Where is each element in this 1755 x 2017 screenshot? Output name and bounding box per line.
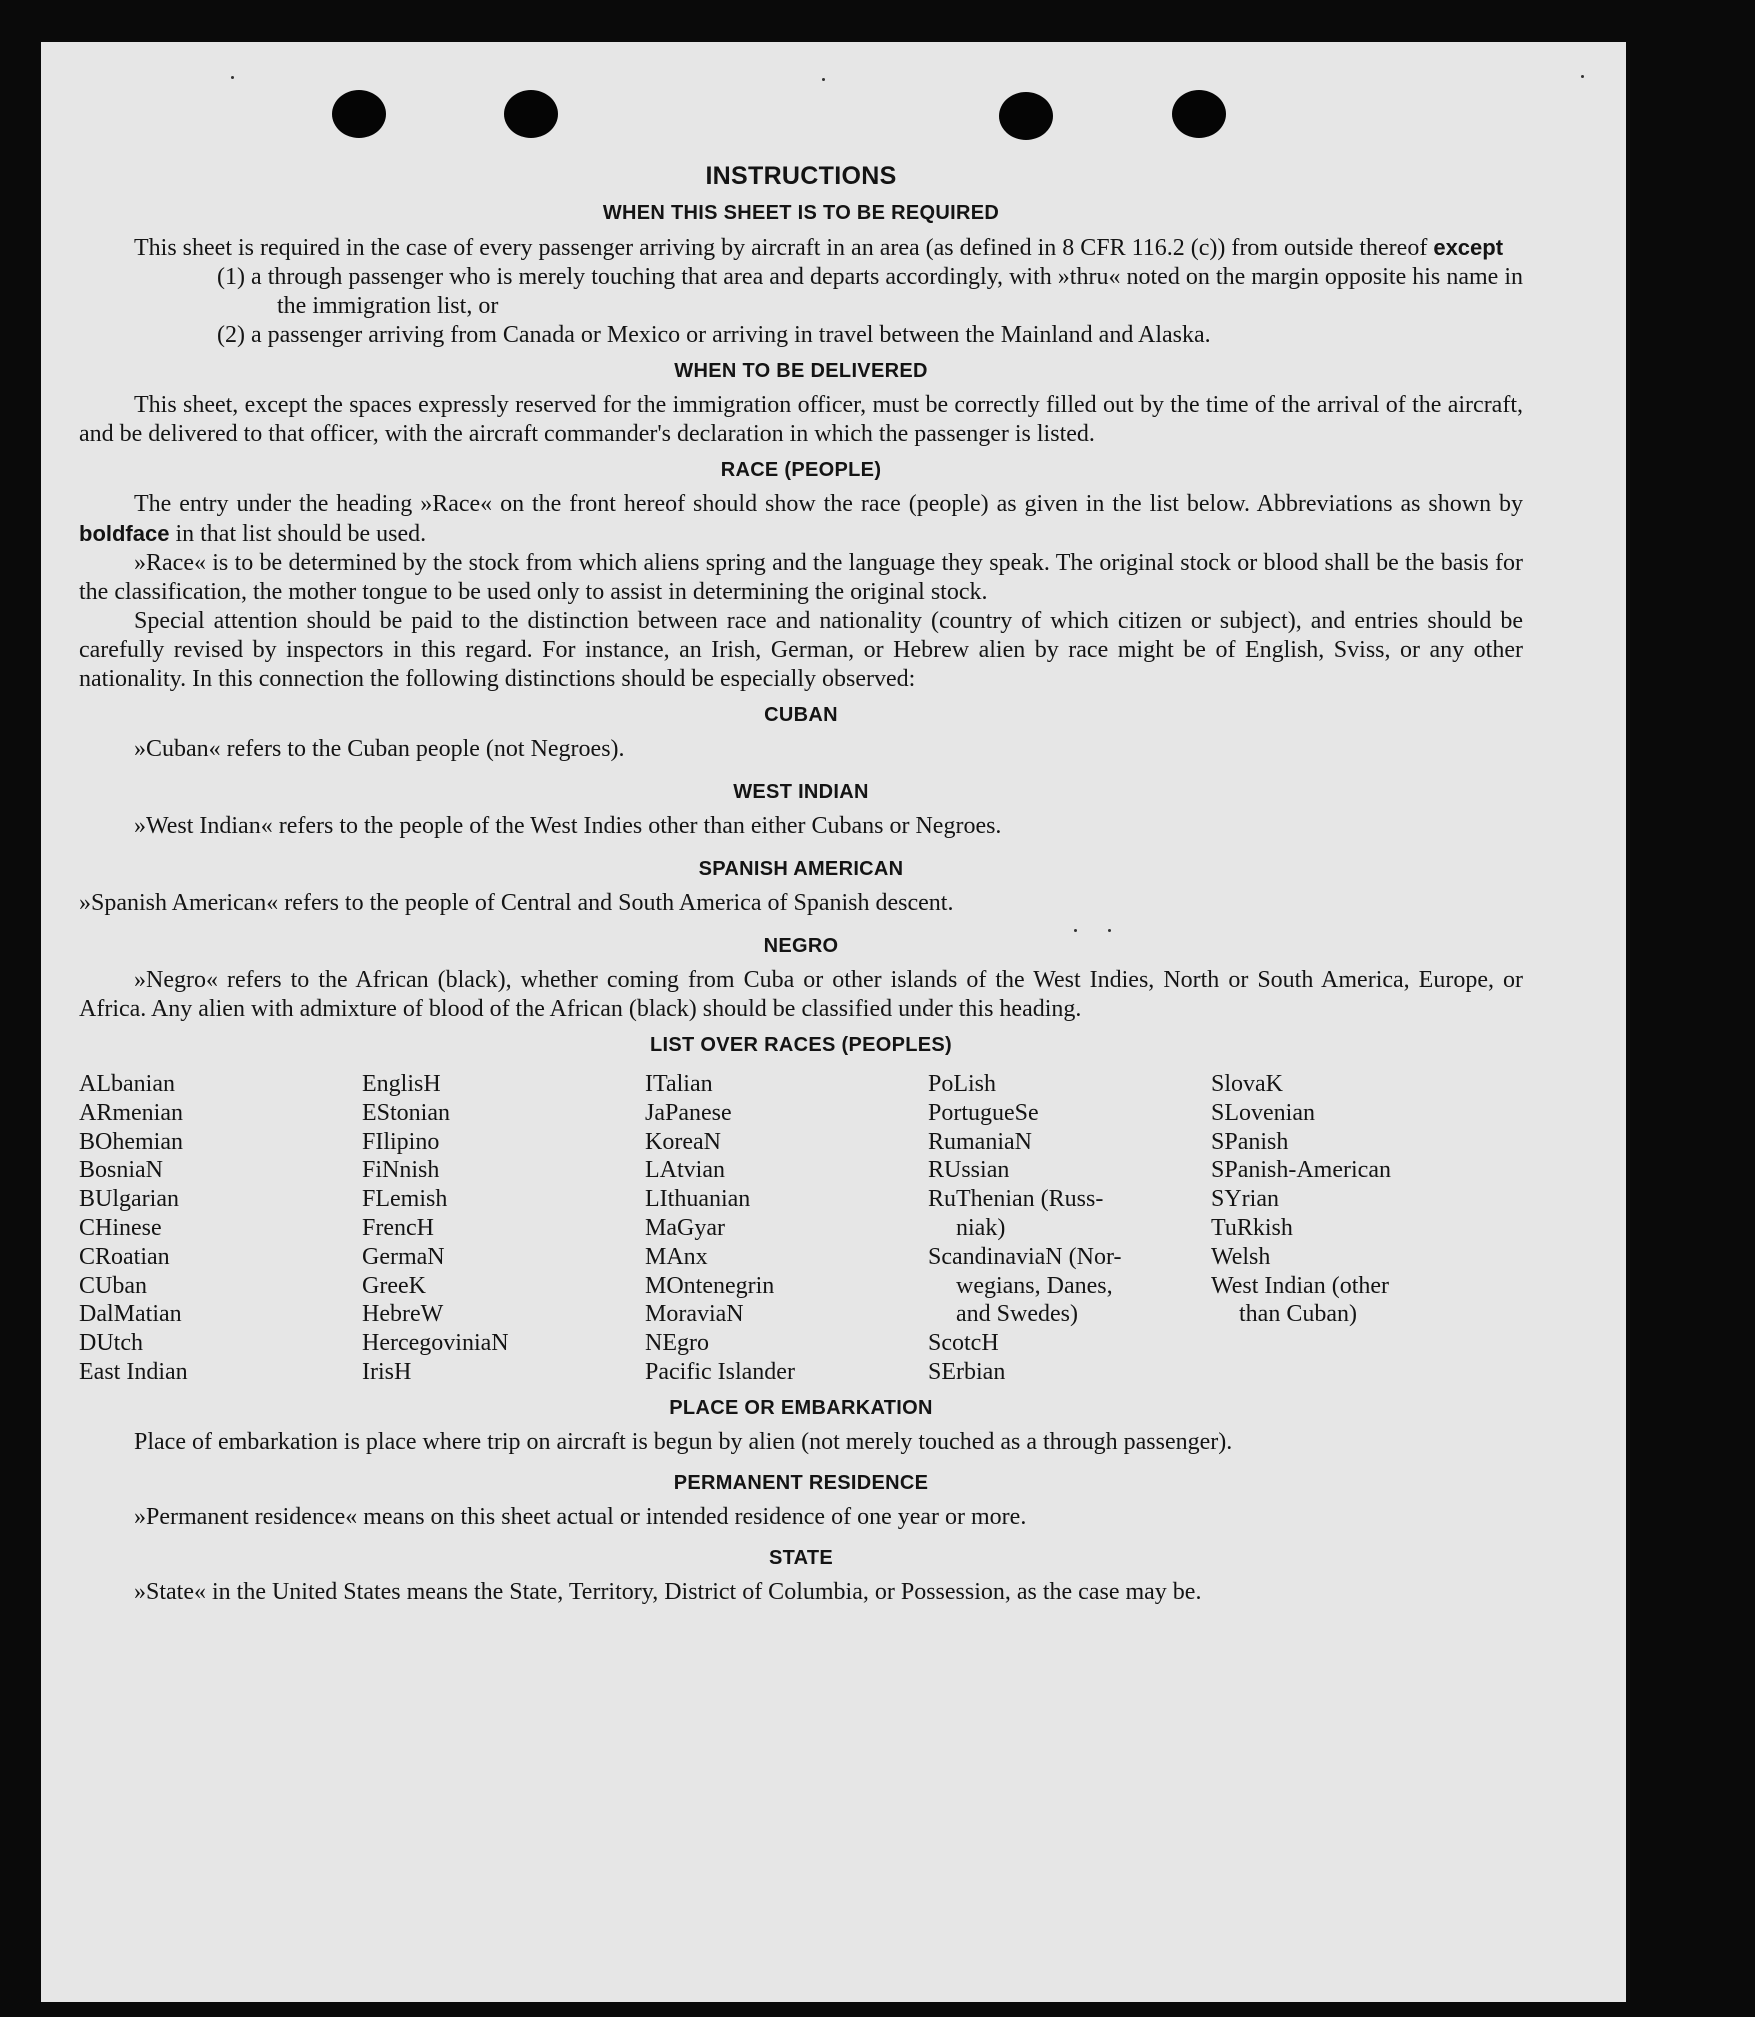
- race-entry: LIthuanian: [645, 1186, 751, 1213]
- section-heading-embarkation: PLACE OR EMBARKATION: [669, 1396, 933, 1419]
- section-heading-spanish-american: SPANISH AMERICAN: [698, 858, 904, 880]
- section-heading-state: STATE: [768, 1546, 834, 1569]
- race-entry: BUlgarian: [79, 1186, 179, 1213]
- race-entry-continuation: niak): [956, 1214, 1006, 1241]
- scan-speck: [1581, 75, 1584, 78]
- race-entry: GreeK: [362, 1272, 426, 1299]
- race-entry: ScandinaviaN (Nor-: [928, 1243, 1122, 1270]
- race-column: [362, 1070, 645, 1387]
- race-entry: MOntenegrin: [645, 1272, 775, 1299]
- race-entry: EStonian: [362, 1099, 450, 1126]
- required-except: except: [1433, 235, 1504, 260]
- race-entry: SLovenian: [1211, 1099, 1315, 1126]
- race-entry: CUban: [79, 1272, 147, 1299]
- race-column: [79, 1070, 362, 1387]
- race-entry: ITalian: [645, 1071, 713, 1097]
- race-entry: RuThenian (Russ-: [928, 1186, 1104, 1213]
- race-entry: Pacific Islander: [645, 1358, 795, 1385]
- section-heading-race: RACE (PEOPLE): [720, 459, 882, 481]
- race-entry: SPanish: [1211, 1128, 1289, 1155]
- race-paragraph-2: »Race« is to be determined by the stock from which aliens spring and the language they speak. The original stock or blood shall be the basis for the classification, the mother tongue to be used only to assist in determining the original stock.: [79, 550, 1523, 605]
- race-entry: RUssian: [928, 1157, 1010, 1184]
- race-entry: Welsh: [1211, 1243, 1271, 1270]
- punch-hole: [999, 92, 1053, 140]
- race-entry: MaGyar: [645, 1214, 725, 1241]
- race-entry: CRoatian: [79, 1243, 170, 1270]
- required-item-1: (1) a through passenger who is merely touching that area and departs accordingly, with »thru« noted on the margin opposite his name in the immigration list, or: [217, 264, 1523, 319]
- residence-text: »Permanent residence« means on this sheet actual or intended residence of one year or more.: [134, 1503, 1027, 1530]
- race-column: [1211, 1070, 1511, 1387]
- section-heading-required: WHEN THIS SHEET IS TO BE REQUIRED: [602, 202, 1000, 224]
- race-entry: HebreW: [362, 1301, 444, 1328]
- punch-hole: [1172, 90, 1226, 138]
- race-entry: DalMatian: [79, 1301, 182, 1328]
- scan-speck: [822, 78, 825, 81]
- race-paragraph-3: Special attention should be paid to the distinction between race and nationality (country of which citizen or subject), and entries should be carefully revised by inspectors in this regard. For instance, an Irish, German, or Hebrew alien by race might be of English, Sviss, or any other nationality. In this connection the following distinctions should be especially observed:: [79, 608, 1523, 692]
- race-entry: ARmenian: [79, 1099, 183, 1126]
- section-heading-negro: NEGRO: [763, 935, 839, 957]
- race-entry: ALbanian: [79, 1071, 175, 1097]
- scan-speck: [231, 76, 234, 79]
- race-entry: FrencH: [362, 1214, 434, 1241]
- race-entry: FiNnish: [362, 1157, 440, 1184]
- section-heading-residence: PERMANENT RESIDENCE: [673, 1471, 929, 1494]
- race-entry: PortugueSe: [928, 1099, 1039, 1126]
- race-entry: HercegoviniaN: [362, 1330, 509, 1357]
- west-indian-text: »West Indian« refers to the people of the West Indies other than either Cubans or Negroes.: [134, 813, 1002, 839]
- race-entry-continuation: and Swedes): [956, 1301, 1078, 1328]
- race-entry: MAnx: [645, 1243, 708, 1270]
- punch-hole: [504, 90, 558, 138]
- race-entry: MoraviaN: [645, 1301, 744, 1328]
- race-entry: FIlipino: [362, 1128, 440, 1155]
- race-entry: SlovaK: [1211, 1071, 1283, 1097]
- spanish-american-text: »Spanish American« refers to the people of Central and South America of Spanish descent.: [79, 890, 954, 916]
- race-entry: SYrian: [1211, 1186, 1279, 1213]
- race-entry: East Indian: [79, 1358, 188, 1385]
- race-paragraph-1: The entry under the heading »Race« on the front hereof should show the race (people) as given in the list below. Abbreviations as shown by boldface in that list should be used.: [79, 491, 1523, 547]
- page-title: INSTRUCTIONS: [705, 162, 897, 190]
- cuban-text: »Cuban« refers to the Cuban people (not Negroes).: [134, 736, 625, 762]
- required-item-2: (2) a passenger arriving from Canada or Mexico or arriving in travel between the Mainland and Alaska.: [217, 322, 1211, 348]
- race-entry: RumaniaN: [928, 1128, 1032, 1155]
- race-entry: NEgro: [645, 1330, 709, 1357]
- race-entry: PoLish: [928, 1071, 997, 1097]
- race-entry: TuRkish: [1211, 1214, 1293, 1241]
- race-entry: EnglisH: [362, 1071, 441, 1097]
- race-entry: West Indian (other: [1211, 1272, 1390, 1299]
- race-column: [645, 1070, 928, 1387]
- race-entry-continuation: than Cuban): [1239, 1301, 1357, 1328]
- race-entry: CHinese: [79, 1214, 162, 1241]
- race-entry: LAtvian: [645, 1157, 725, 1184]
- race-entry: ScotcH: [928, 1330, 999, 1357]
- punch-hole: [332, 90, 386, 138]
- race-entry: KoreaN: [645, 1128, 721, 1155]
- race-entry-continuation: wegians, Danes,: [956, 1272, 1113, 1299]
- race-entry: SPanish-American: [1211, 1157, 1391, 1184]
- race-list: [79, 1070, 1523, 1387]
- race-entry: FLemish: [362, 1186, 448, 1213]
- required-intro: This sheet is required in the case of every passenger arriving by aircraft in an area (as defined in 8 CFR 116.2 (c)) from outside thereof except: [134, 235, 1504, 261]
- delivered-text: This sheet, except the spaces expressly reserved for the immigration officer, must be correctly filled out by the time of the arrival of the aircraft, and be delivered to that officer, with the aircraft commander's declaration in which the passenger is listed.: [79, 392, 1523, 447]
- section-heading-race-list: LIST OVER RACES (PEOPLES): [650, 1034, 952, 1056]
- instructions-content: [79, 156, 1523, 1607]
- negro-text: »Negro« refers to the African (black), whether coming from Cuba or other islands of the West Indies, North or South America, Europe, or Africa. Any alien with admixture of blood of the African (black) should be classified under this heading.: [79, 967, 1523, 1022]
- embarkation-text: Place of embarkation is place where trip on aircraft is begun by alien (not merely touched as a through passenger).: [134, 1428, 1233, 1455]
- section-heading-cuban: CUBAN: [764, 704, 838, 726]
- race-entry: BOhemian: [79, 1128, 183, 1155]
- section-heading-west-indian: WEST INDIAN: [733, 781, 869, 803]
- race-boldface-word: boldface: [79, 521, 170, 546]
- state-text: »State« in the United States means the State, Territory, District of Columbia, or Possession, as the case may be.: [134, 1578, 1202, 1605]
- section-heading-delivered: WHEN TO BE DELIVERED: [674, 360, 928, 382]
- race-entry: GermaN: [362, 1243, 445, 1270]
- document-sheet: [41, 42, 1626, 2002]
- race-entry: BosniaN: [79, 1157, 163, 1184]
- race-entry: DUtch: [79, 1330, 143, 1357]
- race-entry: IrisH: [362, 1358, 412, 1385]
- race-entry: JaPanese: [645, 1099, 732, 1126]
- race-entry: SErbian: [928, 1358, 1006, 1385]
- race-column: [928, 1070, 1211, 1387]
